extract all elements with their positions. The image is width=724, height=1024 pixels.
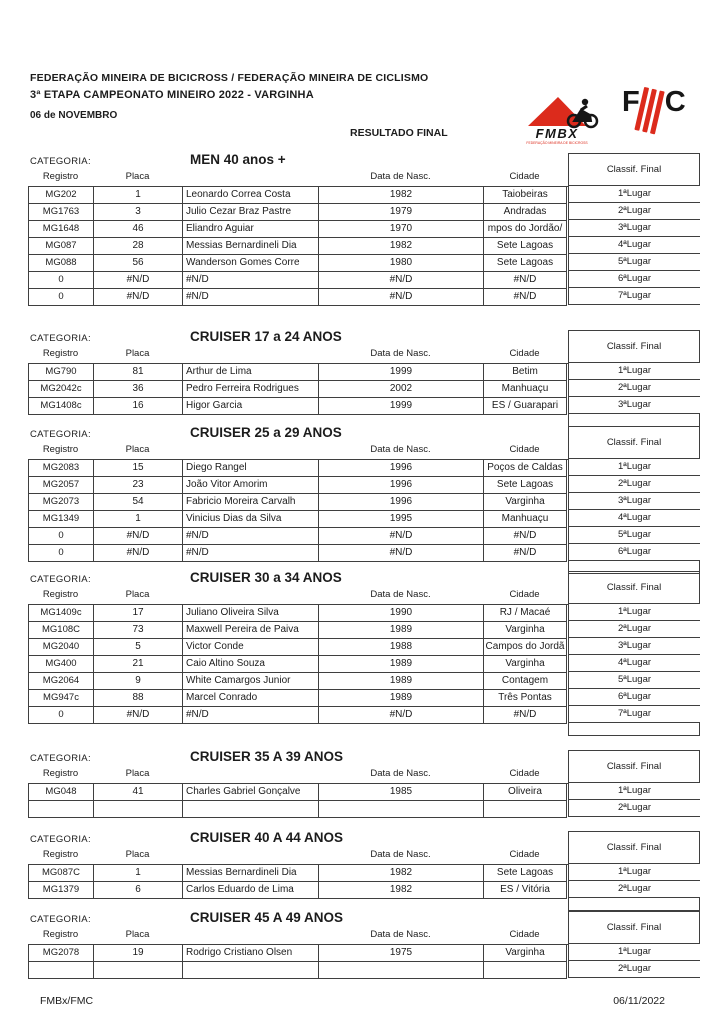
cidade-cell: Taiobeiras [484,187,567,204]
cidade-cell: #N/D [484,707,567,724]
nasc-cell: 1989 [319,622,484,639]
registro-cell: MG1349 [29,511,94,528]
classif-value-cell: 6ªLugar [569,689,700,706]
placa-cell: 6 [94,882,183,899]
nasc-cell: 1975 [319,945,484,962]
cidade-cell: Poços de Caldas [484,460,567,477]
registro-cell: MG087 [29,238,94,255]
column-header-nasc: Data de Nasc. [370,444,431,455]
classif-final-header [568,831,700,864]
classif-final-label: Classif. Final [606,761,662,772]
column-header-name [182,768,318,779]
column-header-registro: Registro [42,444,79,455]
nome-cell: Diego Rangel [183,460,319,477]
nasc-cell: 1979 [319,204,484,221]
cidade-cell: Betim [484,364,567,381]
nasc-cell: 1988 [319,639,484,656]
fmc-letter-c: C [664,86,685,118]
cidade-cell: Oliveira [484,784,567,801]
nasc-cell: 1989 [319,673,484,690]
classif-value-cell: 1ªLugar [569,459,700,476]
registro-cell: MG2057 [29,477,94,494]
cidade-cell: mpos do Jordão/ [484,221,567,238]
classif-final-column [568,186,700,305]
classif-final-header [568,911,700,944]
registro-cell: 0 [29,707,94,724]
classif-value-cell: 6ªLugar [569,544,700,561]
nome-cell: #N/D [183,545,319,562]
categoria-label: CATEGORIA: [30,156,91,167]
placa-cell: 54 [94,494,183,511]
nome-cell: Marcel Conrado [183,690,319,707]
cidade-cell: Varginha [484,494,567,511]
nome-cell: Messias Bernardineli Dia [183,238,319,255]
cidade-cell: ES / Vitória [484,882,567,899]
category-title: CRUISER 45 A 49 ANOS [190,910,344,925]
nasc-cell: #N/D [319,289,484,306]
classif-value-cell: 7ªLugar [569,288,700,305]
result-final-heading: RESULTADO FINAL [350,127,448,139]
categoria-label: CATEGORIA: [30,574,91,585]
results-table [28,363,568,415]
nasc-cell: 1982 [319,882,484,899]
nome-cell: Messias Bernardineli Dia [183,865,319,882]
nome-cell: Leonardo Correa Costa [183,187,319,204]
categoria-label: CATEGORIA: [30,429,91,440]
classif-final-header [568,750,700,783]
classif-final-header [568,571,700,604]
classif-final-column [568,783,700,817]
column-header-nasc: Data de Nasc. [370,171,431,182]
placa-cell: 1 [94,187,183,204]
column-header-nasc: Data de Nasc. [370,768,431,779]
classif-value-cell: 6ªLugar [569,271,700,288]
classif-empty-cell [569,723,700,736]
cidade-cell: Andradas [484,204,567,221]
nome-cell: Maxwell Pereira de Paiva [183,622,319,639]
footer-date: 06/11/2022 [613,995,665,1007]
cidade-cell: #N/D [484,272,567,289]
nasc-cell: 1989 [319,656,484,673]
column-header-name [182,444,318,455]
nome-cell: Rodrigo Cristiano Olsen [183,945,319,962]
classif-final-column [568,363,700,427]
registro-cell [29,962,94,979]
column-header-placa: Placa [125,929,150,940]
classif-value-cell: 2ªLugar [569,621,700,638]
nome-cell: Juliano Oliveira Silva [183,605,319,622]
fmbx-logo [524,90,604,146]
column-header-cidade: Cidade [509,171,540,182]
column-header-registro: Registro [42,589,79,600]
classif-value-cell: 2ªLugar [569,380,700,397]
column-headers-row [28,444,566,455]
registro-cell: MG2083 [29,460,94,477]
nasc-cell: 1985 [319,784,484,801]
placa-cell: 46 [94,221,183,238]
column-header-nasc: Data de Nasc. [370,849,431,860]
nome-cell: Pedro Ferreira Rodrigues [183,381,319,398]
classif-value-cell: 1ªLugar [569,186,700,203]
nome-cell: #N/D [183,707,319,724]
nome-cell: White Camargos Junior [183,673,319,690]
registro-cell: MG108C [29,622,94,639]
event-title: 3ª ETAPA CAMPEONATO MINEIRO 2022 - VARGINHA [30,89,314,101]
category-title: CRUISER 25 a 29 ANOS [190,425,342,440]
nasc-cell [319,801,484,818]
placa-cell: #N/D [94,707,183,724]
classif-value-cell: 2ªLugar [569,881,700,898]
category-section [28,750,703,817]
classif-value-cell: 7ªLugar [569,706,700,723]
column-header-nasc: Data de Nasc. [370,929,431,940]
classif-final-label: Classif. Final [606,164,662,175]
placa-cell: #N/D [94,528,183,545]
column-header-registro: Registro [42,849,79,860]
category-title: CRUISER 40 A 44 ANOS [190,830,344,845]
nasc-cell: 1970 [319,221,484,238]
nome-cell [183,801,319,818]
placa-cell: 88 [94,690,183,707]
placa-cell: #N/D [94,272,183,289]
column-header-cidade: Cidade [509,768,540,779]
placa-cell: 1 [94,865,183,882]
registro-cell: 0 [29,272,94,289]
nasc-cell: 1999 [319,398,484,415]
category-section [28,911,703,978]
nome-cell: Carlos Eduardo de Lima [183,882,319,899]
column-header-cidade: Cidade [509,348,540,359]
cidade-cell: Sete Lagoas [484,255,567,272]
classif-value-cell: 3ªLugar [569,397,700,414]
column-headers-row [28,348,566,359]
placa-cell: 21 [94,656,183,673]
registro-cell: MG2064 [29,673,94,690]
registro-cell: MG2078 [29,945,94,962]
category-title: CRUISER 30 a 34 ANOS [190,570,342,585]
nasc-cell: #N/D [319,545,484,562]
registro-cell: MG048 [29,784,94,801]
classif-value-cell: 1ªLugar [569,363,700,380]
category-section [28,153,703,305]
classif-final-column [568,604,700,736]
column-header-placa: Placa [125,768,150,779]
cidade-cell: Varginha [484,656,567,673]
fmc-logo [622,88,692,148]
nasc-cell: 1996 [319,494,484,511]
classif-value-cell: 3ªLugar [569,220,700,237]
results-table [28,944,568,979]
registro-cell [29,801,94,818]
fmbx-logo-tagline: FEDERAÇÃO MINEIRA DE BICICROSS [526,141,588,145]
column-header-nasc: Data de Nasc. [370,589,431,600]
column-header-registro: Registro [42,348,79,359]
placa-cell: 36 [94,381,183,398]
nome-cell: Caio Altino Souza [183,656,319,673]
classif-final-label: Classif. Final [606,437,662,448]
nome-cell: Julio Cezar Braz Pastre [183,204,319,221]
nasc-cell: 1989 [319,690,484,707]
column-headers-row [28,171,566,182]
results-table [28,186,568,306]
registro-cell: MG1763 [29,204,94,221]
category-section [28,330,703,427]
registro-cell: 0 [29,545,94,562]
nome-cell: Charles Gabriel Gonçalve [183,784,319,801]
placa-cell: 16 [94,398,183,415]
column-header-name [182,849,318,860]
fmbx-logo-text: FMBX [535,126,579,141]
nome-cell: #N/D [183,272,319,289]
cidade-cell: #N/D [484,528,567,545]
nasc-cell: 1982 [319,238,484,255]
cidade-cell [484,801,567,818]
registro-cell: MG2073 [29,494,94,511]
cidade-cell: Varginha [484,622,567,639]
column-header-placa: Placa [125,849,150,860]
nome-cell: Eliandro Aguiar [183,221,319,238]
column-header-cidade: Cidade [509,929,540,940]
category-title: CRUISER 17 a 24 ANOS [190,329,342,344]
registro-cell: 0 [29,289,94,306]
cidade-cell: Manhuaçu [484,381,567,398]
placa-cell: 9 [94,673,183,690]
categoria-label: CATEGORIA: [30,753,91,764]
categoria-label: CATEGORIA: [30,834,91,845]
nasc-cell: 1982 [319,865,484,882]
registro-cell: MG1408c [29,398,94,415]
nome-cell: Fabricio Moreira Carvalh [183,494,319,511]
column-header-placa: Placa [125,348,150,359]
nasc-cell: 1999 [319,364,484,381]
cidade-cell: ES / Guarapari [484,398,567,415]
placa-cell: 15 [94,460,183,477]
nasc-cell: 1980 [319,255,484,272]
nome-cell [183,962,319,979]
column-header-cidade: Cidade [509,849,540,860]
placa-cell: 5 [94,639,183,656]
nome-cell: Arthur de Lima [183,364,319,381]
classif-value-cell: 4ªLugar [569,237,700,254]
category-section [28,831,703,911]
placa-cell: 81 [94,364,183,381]
category-section [28,426,703,574]
classif-value-cell: 1ªLugar [569,944,700,961]
cidade-cell [484,962,567,979]
nome-cell: João Vitor Amorim [183,477,319,494]
column-header-placa: Placa [125,444,150,455]
cidade-cell: #N/D [484,289,567,306]
cidade-cell: Contagem [484,673,567,690]
nome-cell: Wanderson Gomes Corre [183,255,319,272]
registro-cell: MG947c [29,690,94,707]
classif-final-label: Classif. Final [606,922,662,933]
registro-cell: 0 [29,528,94,545]
results-table [28,604,568,724]
column-header-name [182,929,318,940]
registro-cell: MG1379 [29,882,94,899]
column-headers-row [28,929,566,940]
categoria-label: CATEGORIA: [30,914,91,925]
column-header-registro: Registro [42,171,79,182]
placa-cell [94,801,183,818]
registro-cell: MG1648 [29,221,94,238]
column-header-cidade: Cidade [509,589,540,600]
classif-final-header [568,426,700,459]
nome-cell: Victor Conde [183,639,319,656]
column-header-registro: Registro [42,768,79,779]
nasc-cell: 1996 [319,477,484,494]
placa-cell: 41 [94,784,183,801]
classif-value-cell: 2ªLugar [569,203,700,220]
classif-value-cell: 3ªLugar [569,638,700,655]
category-section [28,571,703,736]
column-header-name [182,348,318,359]
cidade-cell: Manhuaçu [484,511,567,528]
nasc-cell: #N/D [319,707,484,724]
event-date: 06 de NOVEMBRO [30,110,118,121]
classif-final-label: Classif. Final [606,582,662,593]
placa-cell [94,962,183,979]
classif-value-cell: 5ªLugar [569,527,700,544]
federation-title: FEDERAÇÃO MINEIRA DE BICICROSS / FEDERAÇÃO MINEIRA DE CICLISMO [30,72,429,84]
results-table [28,459,568,562]
nome-cell: Higor Garcia [183,398,319,415]
nasc-cell [319,962,484,979]
classif-value-cell: 2ªLugar [569,476,700,493]
placa-cell: 73 [94,622,183,639]
nasc-cell: 1995 [319,511,484,528]
classif-final-label: Classif. Final [606,341,662,352]
placa-cell: 3 [94,204,183,221]
placa-cell: 56 [94,255,183,272]
classif-final-label: Classif. Final [606,842,662,853]
fmbx-logo-graphic [524,90,604,146]
registro-cell: MG2040 [29,639,94,656]
nasc-cell: 1990 [319,605,484,622]
registro-cell: MG202 [29,187,94,204]
column-headers-row [28,589,566,600]
column-header-cidade: Cidade [509,444,540,455]
classif-value-cell: 5ªLugar [569,672,700,689]
column-header-placa: Placa [125,171,150,182]
nasc-cell: 1982 [319,187,484,204]
classif-final-header [568,153,700,186]
classif-empty-cell [569,898,700,911]
placa-cell: 17 [94,605,183,622]
placa-cell: 28 [94,238,183,255]
column-header-name [182,171,318,182]
nasc-cell: #N/D [319,528,484,545]
classif-final-header [568,330,700,363]
nasc-cell: 1996 [319,460,484,477]
nome-cell: Vinicius Dias da Silva [183,511,319,528]
classif-value-cell: 1ªLugar [569,604,700,621]
classif-final-column [568,864,700,911]
column-headers-row [28,768,566,779]
results-table [28,864,568,899]
placa-cell: 23 [94,477,183,494]
cidade-cell: Três Pontas [484,690,567,707]
registro-cell: MG2042c [29,381,94,398]
registro-cell: MG087C [29,865,94,882]
column-header-name [182,589,318,600]
cidade-cell: Varginha [484,945,567,962]
placa-cell: 1 [94,511,183,528]
classif-value-cell: 4ªLugar [569,655,700,672]
nasc-cell: #N/D [319,272,484,289]
cidade-cell: Sete Lagoas [484,477,567,494]
registro-cell: MG400 [29,656,94,673]
classif-value-cell: 2ªLugar [569,800,700,817]
registro-cell: MG790 [29,364,94,381]
footer-federation-code: FMBx/FMC [40,995,94,1007]
nome-cell: #N/D [183,528,319,545]
column-header-registro: Registro [42,929,79,940]
nasc-cell: 2002 [319,381,484,398]
cidade-cell: #N/D [484,545,567,562]
registro-cell: MG088 [29,255,94,272]
results-table [28,783,568,818]
nome-cell: #N/D [183,289,319,306]
classif-final-column [568,459,700,574]
classif-value-cell: 4ªLugar [569,510,700,527]
placa-cell: #N/D [94,289,183,306]
classif-final-column [568,944,700,978]
cidade-cell: RJ / Macaé [484,605,567,622]
placa-cell: 19 [94,945,183,962]
cidade-cell: Sete Lagoas [484,865,567,882]
categoria-label: CATEGORIA: [30,333,91,344]
registro-cell: MG1409c [29,605,94,622]
classif-value-cell: 2ªLugar [569,961,700,978]
classif-value-cell: 3ªLugar [569,493,700,510]
column-header-nasc: Data de Nasc. [370,348,431,359]
classif-value-cell: 1ªLugar [569,783,700,800]
column-header-placa: Placa [125,589,150,600]
classif-value-cell: 5ªLugar [569,254,700,271]
fmc-letter-f: F [622,86,639,118]
cidade-cell: Campos do Jordã [484,639,567,656]
cidade-cell: Sete Lagoas [484,238,567,255]
placa-cell: #N/D [94,545,183,562]
classif-value-cell: 1ªLugar [569,864,700,881]
category-title: MEN 40 anos + [190,152,286,167]
category-title: CRUISER 35 A 39 ANOS [190,749,344,764]
column-headers-row [28,849,566,860]
